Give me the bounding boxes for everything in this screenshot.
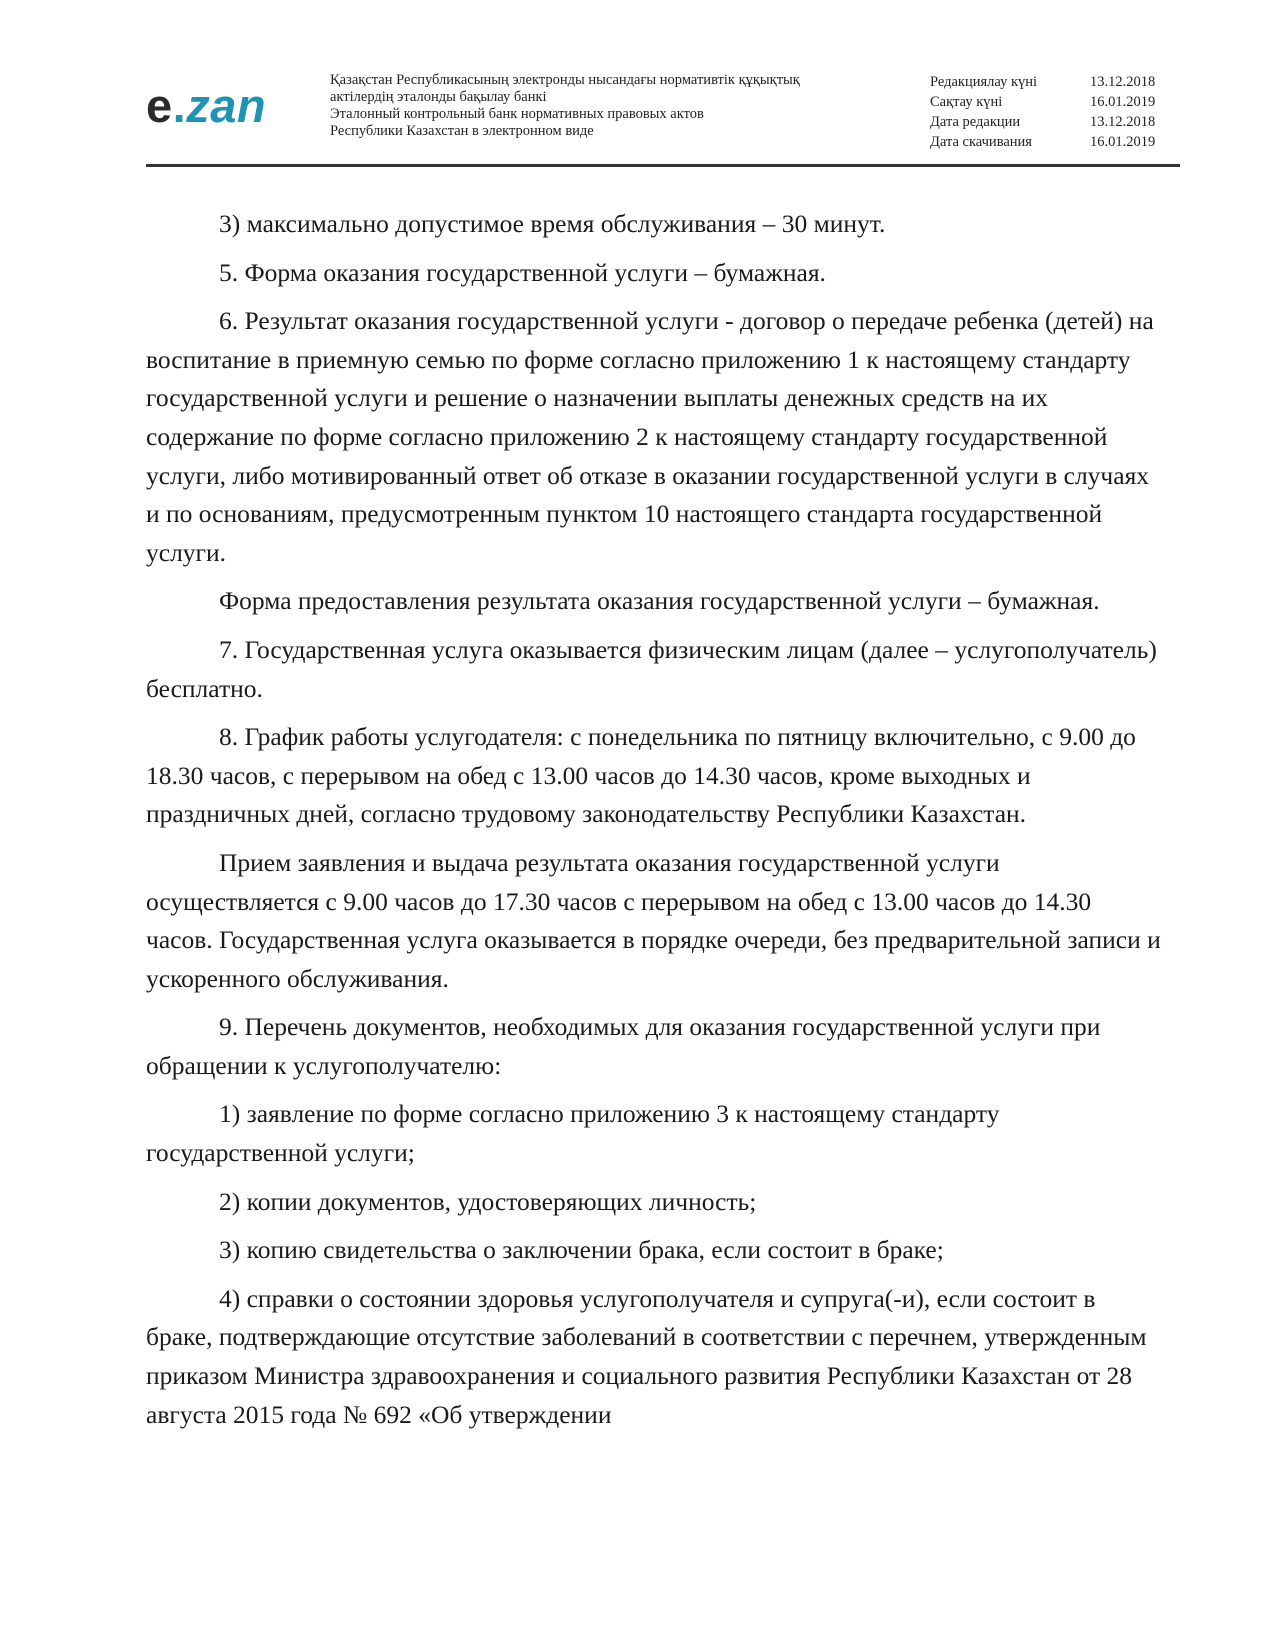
meta-value: 16.01.2019	[1090, 94, 1156, 110]
bank-line-2: актілердің эталонды бақылау банкі	[330, 89, 547, 105]
paragraph: 9. Перечень документов, необходимых для оказания государственной услуги при обращении к услугополучателю:	[146, 1012, 1101, 1080]
paragraph: Форма предоставления результата оказания государственной услуги – бумажная.	[219, 586, 1100, 616]
meta-row-edit-kz	[930, 72, 1180, 92]
paragraph: 3) максимально допустимое время обслуживания – 30 минут.	[219, 209, 886, 238]
meta-value: 13.12.2018	[1090, 114, 1156, 130]
paragraph: 7. Государственная услуга оказывается физическим лицам (далее – услугополучатель) бесплатно.	[146, 634, 1157, 703]
paragraph: 1) заявление по форме согласно приложению 3 к настоящему стандарту государственной услуги;	[146, 1099, 1000, 1168]
document-body	[146, 205, 1164, 1444]
meta-label: Сақтау күні	[930, 94, 1003, 110]
paragraph: 3) копию свидетельства о заключении брака, если состоит в браке;	[219, 1235, 944, 1265]
paragraph: 6. Результат оказания государственной услуги - договор о передаче ребенка (детей) на воспитание в приемную семью по форме согласно приложению 1 к настоящему стандарту государственной услуги и решение о назначении выплаты денежных средств на их содержание по форме согласно приложению 2 к настоящему стандарту государственной услуги, либо мотивированный ответ об отказе в оказании государственной услуги в случаях и по основаниям, предусмотренным пунктом 10 настоящего стандарта государственной услуги.	[146, 306, 1154, 567]
paragraph: 4) справки о состоянии здоровья услугополучателя и супруга(-и), если состоит в браке, подтверждающие отсутствие заболеваний в соответствии с перечнем, утвержденным приказом Министра здравоохранения и социального развития Республики Казахстан от 28 августа 2015 года № 692 «Об утверждении	[146, 1283, 1147, 1429]
paragraph: Прием заявления и выдача результата оказания государственной услуги осуществляется с 9.00 часов до 17.30 часов с перерывом на обед с 13.00 часов до 14.30 часов. Государственная услуга оказывается в порядке очереди, без предварительной записи и ускоренного обслуживания.	[146, 847, 1161, 993]
logo-zan: zan	[186, 79, 267, 132]
meta-label: Дата скачивания	[930, 134, 1032, 150]
bank-line-1: Қазақстан Республикасының электронды нысандағы нормативтік құқықтық	[330, 72, 800, 88]
meta-label: Редакциялау күні	[930, 74, 1038, 90]
edition-dates	[930, 72, 1180, 152]
bank-description	[330, 72, 850, 140]
bank-line-4: Республики Казахстан в электронном виде	[330, 123, 594, 139]
meta-row-edit-ru	[930, 112, 1180, 132]
meta-row-download-ru	[930, 132, 1180, 152]
paragraph: 5. Форма оказания государственной услуги – бумажная.	[219, 257, 826, 287]
ezan-logo	[146, 79, 267, 132]
document-header	[146, 60, 1180, 167]
paragraph: 8. График работы услугодателя: с понедельника по пятницу включительно, с 9.00 до 18.30 часов, с перерывом на обед с 13.00 часов до 14.30 часов, кроме выходных и праздничных дней, согласно трудовому законодательству Республики Казахстан.	[146, 722, 1136, 829]
meta-value: 16.01.2019	[1090, 134, 1156, 150]
meta-row-save-kz	[930, 92, 1180, 112]
logo-dot: .	[172, 79, 187, 132]
meta-value: 13.12.2018	[1090, 74, 1156, 90]
meta-label: Дата редакции	[930, 114, 1021, 130]
logo-e: e	[146, 79, 173, 132]
bank-line-3: Эталонный контрольный банк нормативных правовых актов	[330, 106, 704, 122]
paragraph: 2) копии документов, удостоверяющих личность;	[219, 1186, 757, 1216]
